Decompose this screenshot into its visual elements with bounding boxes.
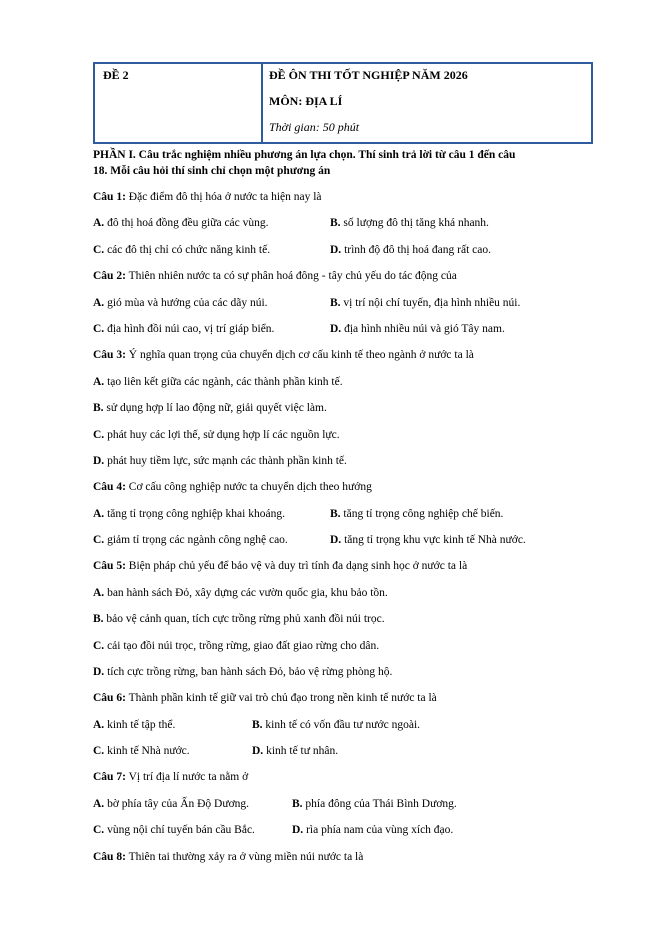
option-text: tăng tỉ trọng công nghiệp khai khoáng. [104, 508, 285, 520]
option [93, 533, 288, 547]
option-text: các đô thị chỉ có chức năng kinh tế. [104, 244, 271, 256]
question-label: Câu 3: [93, 349, 126, 361]
option-text: tăng tỉ trọng khu vực kinh tế Nhà nước. [341, 534, 526, 546]
option-key: B. [292, 798, 303, 810]
question-label: Câu 6: [93, 692, 126, 704]
option-key: D. [292, 824, 304, 836]
option-text: phát huy tiềm lực, sức mạnh các thành phần kinh tế. [104, 455, 347, 467]
option [93, 401, 327, 415]
question-stem [93, 480, 372, 494]
question-label: Câu 5: [93, 560, 126, 572]
question-label: Câu 1: [93, 191, 126, 203]
exam-title: ĐỀ ÔN THI TỐT NGHIỆP NĂM 2026 [269, 68, 468, 82]
option [93, 428, 340, 442]
question-stem [93, 850, 363, 864]
option [93, 744, 190, 758]
option-key: C. [93, 824, 105, 836]
option-key: D. [330, 244, 342, 256]
option [292, 797, 457, 811]
option-text: kinh tế tư nhân. [263, 745, 339, 757]
option [330, 507, 503, 521]
option-text: địa hình đồi núi cao, vị trí giáp biển. [104, 323, 275, 335]
option-text: số lượng đô thị tăng khá nhanh. [340, 217, 489, 229]
option-text: bờ phía tây của Ấn Độ Dương. [104, 798, 250, 810]
option [93, 454, 347, 468]
option [93, 375, 343, 389]
option-text: sử dụng hợp lí lao động nữ, giải quyết việc làm. [103, 402, 327, 414]
question-stem [93, 269, 457, 283]
exam-code: ĐỀ 2 [103, 68, 129, 82]
option-text: địa hình nhiều núi và gió Tây nam. [341, 323, 505, 335]
question-text: Ý nghĩa quan trọng của chuyển dịch cơ cấu kinh tế theo ngành ở nước ta là [125, 349, 474, 361]
option-key: C. [93, 640, 105, 652]
option-key: A. [93, 297, 105, 309]
question-text: Thiên nhiên nước ta có sự phân hoá đông - tây chủ yếu do tác động của [125, 270, 457, 282]
option [330, 322, 505, 336]
option-text: vùng nội chí tuyến bán cầu Bắc. [104, 824, 255, 836]
option [93, 823, 255, 837]
option-key: C. [93, 244, 105, 256]
option [93, 586, 388, 600]
option [330, 296, 520, 310]
option-key: D. [93, 666, 105, 678]
question-text: Biện pháp chủ yếu để bảo vệ và duy trì tính đa dạng sinh học ở nước ta là [125, 560, 468, 572]
option-key: A. [93, 376, 105, 388]
question-text: Cơ cấu công nghiệp nước ta chuyển dịch theo hướng [125, 481, 372, 493]
option-text: tích cực trồng rừng, ban hành sách Đỏ, bảo vệ rừng phòng hộ. [104, 666, 393, 678]
exam-time: Thời gian: 50 phút [269, 120, 360, 134]
question-stem [93, 691, 437, 705]
option [252, 744, 338, 758]
question-text: Vị trí địa lí nước ta nằm ở [125, 771, 249, 783]
option-key: B. [252, 719, 263, 731]
question-stem [93, 348, 474, 362]
option-key: C. [93, 745, 105, 757]
option [93, 507, 285, 521]
option-text: phát huy các lợi thế, sử dụng hợp lí các nguồn lực. [104, 429, 340, 441]
option-text: giảm tỉ trọng các ngành công nghệ cao. [104, 534, 288, 546]
option-key: A. [93, 508, 105, 520]
option-text: phía đông của Thái Bình Dương. [302, 798, 457, 810]
option [330, 243, 491, 257]
option-text: cải tạo đồi núi trọc, trồng rừng, giao đất giao rừng cho dân. [104, 640, 380, 652]
option-key: D. [330, 323, 342, 335]
question-label: Câu 4: [93, 481, 126, 493]
option-key: C. [93, 323, 105, 335]
question-label: Câu 8: [93, 851, 126, 863]
option-key: C. [93, 534, 105, 546]
option [93, 665, 392, 679]
option-text: bảo vệ cảnh quan, tích cực trồng rừng phủ xanh đồi núi trọc. [103, 613, 385, 625]
option-key: A. [93, 798, 105, 810]
option [93, 243, 270, 257]
option [330, 216, 489, 230]
option [93, 639, 379, 653]
option [93, 322, 274, 336]
option-key: B. [330, 217, 341, 229]
exam-subject: MÔN: ĐỊA LÍ [269, 94, 343, 108]
part1-heading-line1: PHẦN I. Câu trắc nghiệm nhiều phương án lựa chọn. Thí sinh trả lời từ câu 1 đến câu [93, 149, 516, 161]
option [93, 718, 175, 732]
option-text: ban hành sách Đỏ, xây dựng các vườn quốc gia, khu bảo tồn. [104, 587, 388, 599]
option [93, 216, 269, 230]
option-text: kinh tế tập thể. [104, 719, 176, 731]
option-key: D. [252, 745, 264, 757]
option-text: kinh tế có vốn đầu tư nước ngoài. [262, 719, 421, 731]
question-stem [93, 190, 322, 204]
option-text: đô thị hoá đồng đều giữa các vùng. [104, 217, 269, 229]
question-text: Thành phần kinh tế giữ vai trò chủ đạo trong nền kinh tế nước ta là [125, 692, 437, 704]
part1-heading-line2: 18. Mỗi câu hỏi thí sinh chỉ chọn một phương án [93, 165, 331, 177]
option-key: B. [93, 402, 104, 414]
question-stem [93, 559, 467, 573]
question-label: Câu 7: [93, 771, 126, 783]
option [292, 823, 453, 837]
option [93, 797, 249, 811]
option-text: gió mùa và hướng của các dãy núi. [104, 297, 268, 309]
option-key: D. [330, 534, 342, 546]
option-text: kinh tế Nhà nước. [104, 745, 190, 757]
option-text: vị trí nội chí tuyến, địa hình nhiều núi. [340, 297, 521, 309]
option [330, 533, 526, 547]
option-key: B. [93, 613, 104, 625]
option-text: tạo liên kết giữa các ngành, các thành phần kinh tế. [104, 376, 343, 388]
option-key: D. [93, 455, 105, 467]
question-text: Thiên tai thường xảy ra ở vùng miền núi nước ta là [125, 851, 364, 863]
option-key: A. [93, 587, 105, 599]
option-key: B. [330, 508, 341, 520]
option-key: B. [330, 297, 341, 309]
exam-header-box [93, 62, 593, 144]
option [252, 718, 420, 732]
header-divider [261, 64, 263, 142]
option [93, 612, 385, 626]
option-text: rìa phía nam của vùng xích đạo. [303, 824, 454, 836]
option-key: A. [93, 217, 105, 229]
option-key: C. [93, 429, 105, 441]
option-key: A. [93, 719, 105, 731]
question-stem [93, 770, 248, 784]
option [93, 296, 268, 310]
question-label: Câu 2: [93, 270, 126, 282]
option-text: trình độ đô thị hoá đang rất cao. [341, 244, 491, 256]
option-text: tăng tỉ trọng công nghiệp chế biến. [340, 508, 504, 520]
question-text: Đặc điểm đô thị hóa ở nước ta hiện nay là [125, 191, 322, 203]
